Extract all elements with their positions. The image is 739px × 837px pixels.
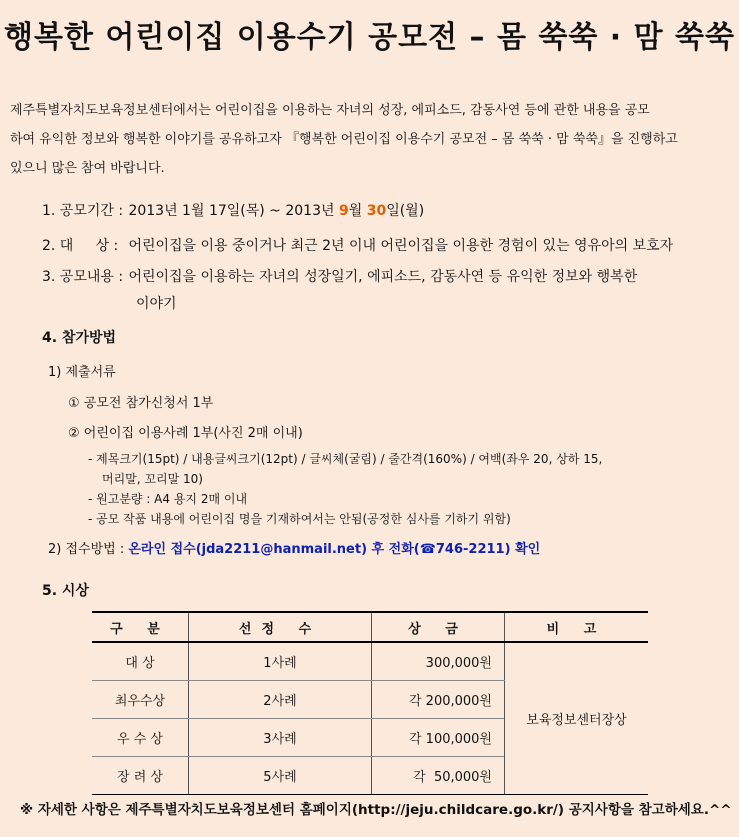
- cell-grade: 장 려 상: [92, 757, 189, 795]
- header-prize: 상 금: [372, 612, 505, 642]
- cell-count: 2사례: [189, 681, 372, 719]
- awards-label: [42, 580, 89, 600]
- docs-label: 1) 제출서류: [48, 365, 116, 380]
- table-row: [92, 642, 648, 681]
- cell-grade: 최우수상: [92, 681, 189, 719]
- method-label: [42, 327, 116, 347]
- table-header-row: [92, 612, 648, 642]
- period-end-day: 30: [366, 203, 387, 219]
- spec-line-1b: 머리말, 꼬리말 10): [102, 472, 203, 486]
- cell-grade: 우 수 상: [92, 719, 189, 757]
- period-item: [42, 200, 424, 220]
- cell-count: 5사례: [189, 757, 372, 795]
- cell-note: 보육정보센터장상: [505, 642, 649, 795]
- period-label: 1. 공모기간 :: [42, 203, 124, 219]
- doc-item-1: ① 공모전 참가신청서 1부: [68, 396, 214, 411]
- submit-label: 2) 접수방법 :: [48, 542, 125, 557]
- spec-line-3: - 공모 작품 내용에 어린이집 명을 기재하여서는 안됨(공정한 심사를 기하기 위함): [88, 512, 511, 526]
- content-line2: 이야기: [136, 296, 177, 312]
- content-label: 3. 공모내용 :: [42, 269, 124, 285]
- period-start: 2013년 1월 17일(목) ~ 2013년: [128, 203, 339, 219]
- intro-line: 하여 유익한 정보와 행복한 이야기를 공유하고자 『행복한 어린이집 이용수기 공모전 – 몸 쑥쑥 · 맘 쑥쑥』을 진행하고: [10, 132, 678, 147]
- period-day-suffix: 일(월): [386, 203, 425, 219]
- doc-item-2: ② 어린이집 이용사례 1부(사진 2매 이내): [68, 426, 303, 441]
- spec-line-2: - 원고분량 : A4 용지 2매 이내: [88, 492, 248, 506]
- target-item: [42, 235, 673, 255]
- target-text: 어린이집을 이용 중이거나 최근 2년 이내 어린이집을 이용한 경험이 있는 영유아의 보호자: [128, 238, 674, 254]
- header-count: 선정 수: [189, 612, 372, 642]
- submit-item: [48, 538, 540, 557]
- cell-prize: 각 100,000원: [372, 719, 505, 757]
- intro-line: 제주특별자치도보육정보센터에서는 어린이집을 이용하는 자녀의 성장, 에피소드, 감동사연 등에 관한 내용을 공모: [10, 103, 650, 118]
- awards-heading: 5. 시상: [42, 583, 89, 599]
- intro-paragraph: [10, 96, 728, 183]
- cell-prize: 각 50,000원: [372, 757, 505, 795]
- footer-note: ※ 자세한 사항은 제주특별자치도보육정보센터 홈페이지(http://jeju.childcare.go.kr/) 공지사항을 참고하세요.^^: [20, 802, 732, 818]
- cell-count: 1사례: [189, 642, 372, 681]
- cell-grade: 대 상: [92, 642, 189, 681]
- content-item: [42, 266, 637, 286]
- header-grade: 구 분: [92, 612, 189, 642]
- cell-prize: 300,000원: [372, 642, 505, 681]
- period-month-suffix: 월: [348, 203, 367, 219]
- cell-count: 3사례: [189, 719, 372, 757]
- method-heading: 4. 참가방법: [42, 330, 117, 346]
- intro-line: 있으니 많은 참여 바랍니다.: [10, 161, 165, 176]
- period-end-month: 9: [338, 203, 349, 219]
- content-line1: 어린이집을 이용하는 자녀의 성장일기, 에피소드, 감동사연 등 유익한 정보와 행복한: [128, 269, 638, 285]
- submit-text: 온라인 접수(jda2211@hanmail.net) 후 전화(☎746-2211) 확인: [128, 542, 541, 557]
- header-note: 비 고: [505, 612, 649, 642]
- spec-line-1: - 제목크기(15pt) / 내용글씨크기(12pt) / 글씨체(굴림) / 줄간격(160%) / 여백(좌우 20, 상하 15,: [88, 452, 603, 466]
- target-label: 2. 대 상 :: [42, 238, 119, 254]
- cell-prize: 각 200,000원: [372, 681, 505, 719]
- awards-table: [92, 611, 648, 795]
- page-title: 행복한 어린이집 이용수기 공모전 – 몸 쑥쑥 · 맘 쑥쑥: [4, 20, 735, 55]
